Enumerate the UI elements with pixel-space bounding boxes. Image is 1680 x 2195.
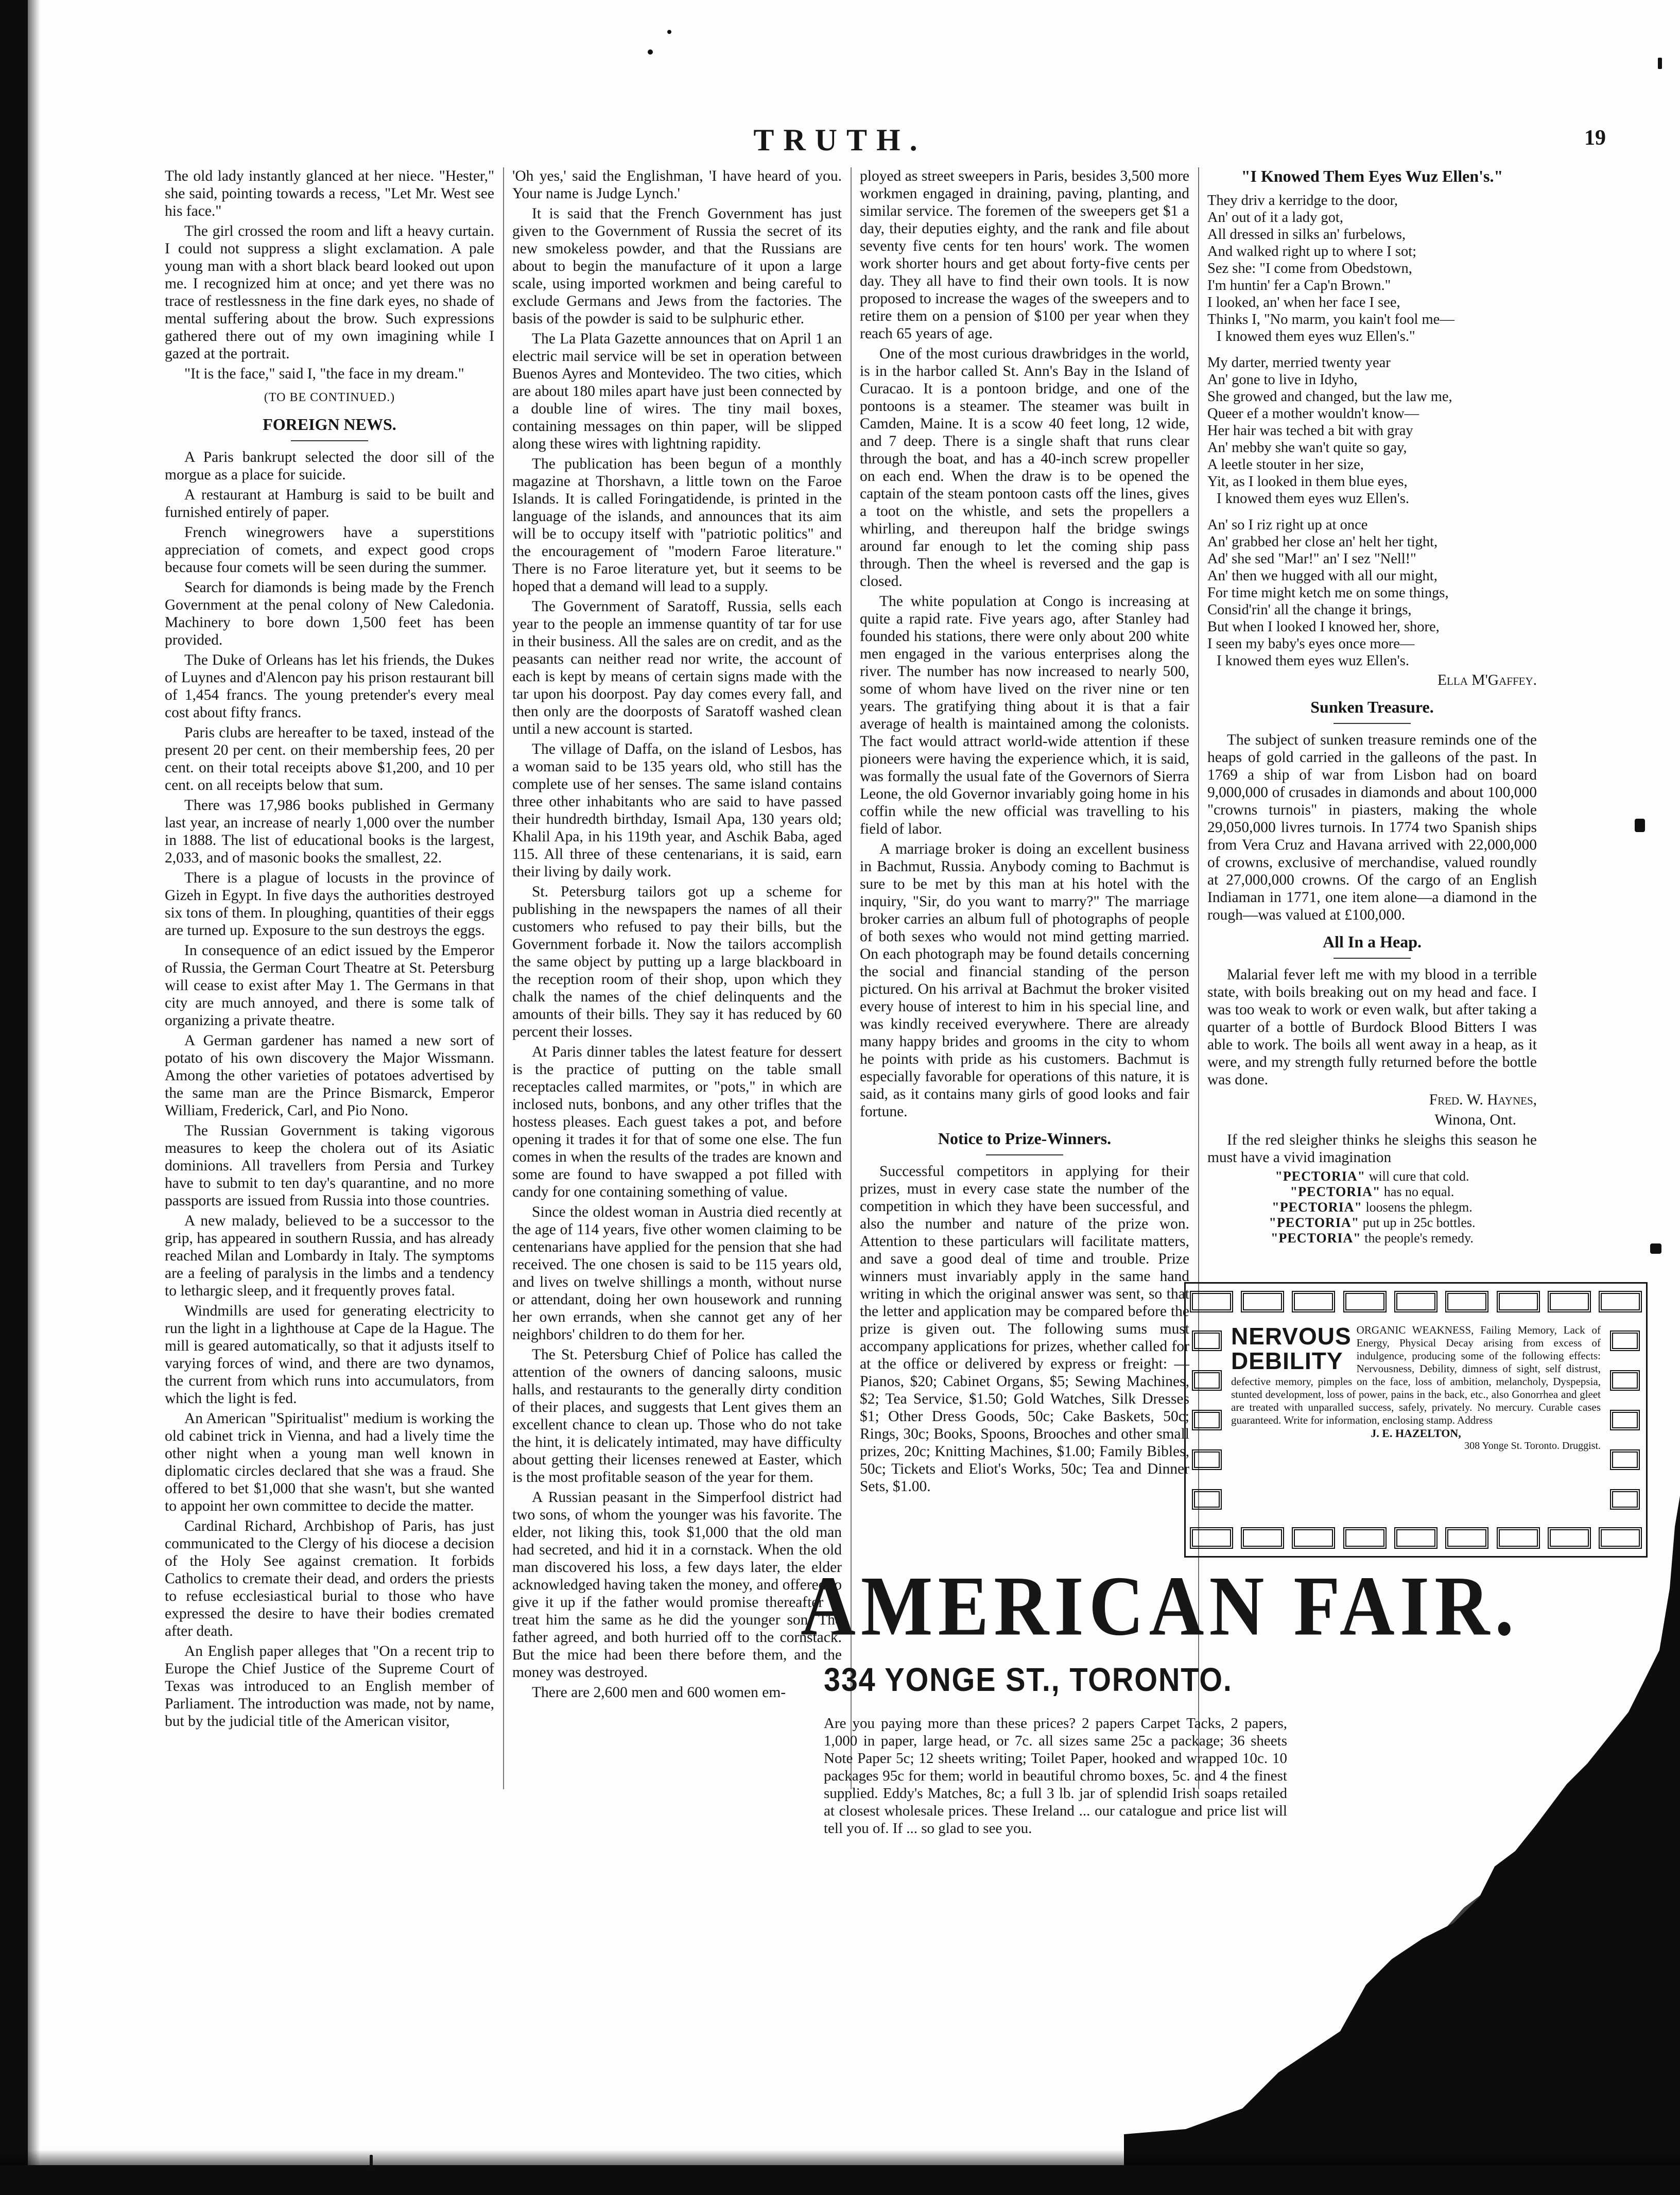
news-item: Since the oldest woman in Austria died recently at the age of 114 years, five other women claiming to be centenarians have applied for the pension that she had received. The one chosen is said to be 115 years old, and lives on twelve shillings a month, without nurse or attendant, doing her own housework and running her own errands, when she cannot get any of her neighbors' children to do them for her. — [512, 1204, 842, 1343]
ad-fragment-letter: W — [1503, 1762, 1550, 1813]
poem-line: Thinks I, "No marm, you kain't fool me— — [1207, 312, 1454, 327]
news-item: An American "Spiritualist" medium is working the old cabinet trick in Vienna, and had a lively time the other night when a young man well known in diplomatic circles declared that she was a fraud. She offered to bet $1,000 that she wasn't, but she wanted to appoint her own committee to decide the matter. — [165, 1410, 494, 1514]
scan-speck — [370, 2155, 373, 2167]
scan-speck — [1658, 58, 1662, 69]
scan-edge-left — [0, 0, 28, 2195]
poem-line: Yit, as I looked in them blue eyes, — [1207, 474, 1408, 490]
all-in-a-heap-heading: All In a Heap. — [1322, 932, 1422, 951]
news-item: The St. Petersburg Chief of Police has called the attention of the owners of dancing saloons, music halls, and restaurants to the generally dirty condition of their places, and suggests that Lent gives them an excellent chance to clean up. Those who do not take the hint, it is delicately intimated, may have difficulty about getting their licenses renewed at Easter, which is the most profitable season of the year for them. — [512, 1346, 842, 1485]
news-item: There are 2,600 men and 600 women em- — [532, 1684, 786, 1701]
news-item: 'Oh yes,' said the Englishman, 'I have heard of you. Your name is Judge Lynch.' — [512, 168, 842, 202]
poem-stanza — [1207, 354, 1537, 507]
poem-line: Sez she: "I come from Obedstown, — [1207, 261, 1412, 276]
notice-paragraph: Successful competitors in applying for their prizes, must in every case state the number of the competition in which they have been successful, and also the number and nature of the prize won. Attention to these particulars will facilitate matters, and save a good deal of time and trouble. Prize winners must invariably apply in the same hand writing in which the original answer was sent, so that the letter and application may be compared before the prize is given out. The following sums must accompany applications for prizes, whether called for at the office or delivered by express or freight: —Pianos, $20; Cabinet Organs, $5; Sewing Machines, $2; Tea Service, $1.50; Gold Watches, Silk Dresses $1; Other Dress Goods, 50c; Cake Baskets, 50c; Rings, 30c; Books, Spoons, Brooches and other small prizes, 20c; Knitting Machines, $1.00; Family Bibles, 50c; Tickets and Eliot's Works, 50c; Tea and Dinner Sets, $1.00. — [860, 1163, 1189, 1495]
news-item: The publication has been begun of a monthly magazine at Thorshavn, a little town on the Faroe Islands. It is called Foringatidende, is printed in the language of the islands, and announces that its aim will be to occupy itself with "patriotic politics" and the encouragement of "modern Faroe literature." There is no Faroe literature yet, but it seems to be hoped that a demand will lead to a supply. — [512, 456, 842, 595]
ad-body — [1231, 1324, 1601, 1516]
heading-rule — [1333, 958, 1411, 959]
news-item: The white population at Congo is increasing at quite a rapid rate. Five years ago, after Stanley had founded his stations, there were only about 200 white men engaged in the various enterprises along the river. The number has now increased to nearly 500, some of whom have lived on the river nine or ten years. The gratifying thing about it is that a fair average of health is maintained among the colonists. The fact would attract world-wide attention if these pioneers were having the experience which, it is said, was formally the usual fate of the Governors of Sierra Leone, the old Governor invariably going home in his coffin while the new official was travelling to his field of labor. — [860, 593, 1189, 837]
poem-line: I looked, an' when her face I see, — [1207, 295, 1400, 310]
poem-line: But when I looked I knowed her, shore, — [1207, 619, 1440, 635]
poem-line: A leetle stouter in her size, — [1207, 457, 1364, 473]
news-item: A Russian peasant in the Simperfool district had two sons, of whom the younger was his favorite. The elder, not liking this, took $1,000 that the old man had secreted, and hid it in a cornstack. When the old man discovered his loss, a few days later, the elder acknowledged having taken the money, and offered to give it up if the father would promise thereafter to treat him the same as he did the younger son. The father agreed, and both hurried off to the cornstack. But the mice had been there before them, and the money was destroyed. — [512, 1489, 842, 1681]
sunken-treasure-heading: Sunken Treasure. — [1310, 698, 1434, 716]
news-item: The La Plata Gazette announces that on April 1 an electric mail service will be set in operation between Buenos Ayres and Montevideo. The two cities, which are about 180 miles apart have just been connected by a double line of wires. The tiny mail boxes, containing messages on thin paper, will be slipped along these wires with lightning rapidity. — [512, 331, 842, 452]
poem-line: Ad' she sed "Mar!" an' I sez "Nell!" — [1207, 551, 1416, 567]
american-fair-address: 334 YONGE ST., TORONTO. — [824, 1661, 1233, 1698]
news-item: A new malady, believed to be a successor to the grip, has appeared in southern Russia, and has already reached Milan and Lombardy in Italy. The symptoms are a feeling of paralysis in the limbs and a tendency to lethargic sleep, and it frequently proves fatal. — [165, 1213, 494, 1299]
poem-line: Queer ef a mother wouldn't know— — [1207, 406, 1419, 422]
news-item: The Russian Government is taking vigorous measures to keep the cholera out of its Asiatic dominions. All travellers from Persia and Turkey have to submit to ten day's quarantine, and no more passports are issued from Russia into those countries. — [165, 1122, 494, 1209]
poem-title: "I Knowed Them Eyes Wuz Ellen's." — [1241, 167, 1503, 185]
all-in-a-heap-paragraph: Malarial fever left me with my blood in a terrible state, with boils breaking out on my head and face. I was too weak to work or even walk, but after taking a quarter of a bottle of Burdock Blood Bitters I was able to work. The boils all went away in a heap, as it were, and my strength fully returned before the bottle was done. — [1207, 966, 1537, 1088]
heading-rule — [986, 1154, 1063, 1155]
testimonial-author: Fred. W. Haynes, — [1429, 1092, 1537, 1108]
heading-rule — [1333, 723, 1411, 724]
notice-heading: Notice to Prize-Winners. — [938, 1129, 1112, 1148]
poem-line: They driv a kerridge to the door, — [1207, 193, 1398, 209]
column-rule — [503, 167, 504, 1789]
poem-line: Consid'rin' all the change it brings, — [1207, 602, 1412, 618]
to-be-continued: (TO BE CONTINUED.) — [264, 391, 395, 404]
poem-line: All dressed in silks an' furbelows, — [1207, 227, 1406, 243]
poem-line: I knowed them eyes wuz Ellen's. — [1217, 653, 1409, 669]
poem-line: I'm huntin' fer a Cap'n Brown." — [1207, 278, 1391, 293]
column-3 — [860, 167, 1189, 1498]
scan-speck — [667, 30, 671, 34]
heading-rule — [291, 440, 368, 441]
story-paragraph: The old lady instantly glanced at her niece. "Hester," she said, pointing towards a recess, "Let Mr. West see his face." — [165, 168, 494, 219]
scan-speck — [1635, 819, 1645, 832]
ad-headline: NERVOUS DEBILITY — [1231, 1323, 1352, 1374]
poem-line: An' mebby she wan't quite so gay, — [1207, 440, 1407, 456]
news-item: French winegrowers have a superstitions appreciation of comets, and expect good crops because four comets will be seen during the summer. — [165, 524, 494, 576]
news-item: There is a plague of locusts in the province of Gizeh in Egypt. In five days the authorities destroyed six tons of them. In ploughing, quantities of their eggs are turned up. Exposure to the sun destroys the eggs. — [165, 870, 494, 939]
pectoria-line: "PECTORIA" has no equal. — [1290, 1184, 1454, 1199]
news-item: ployed as street sweepers in Paris, besides 3,500 more workmen engaged in draining, paving, planting, and similar service. The foremen of the sweepers get $1 a day, their deputies eighty, and the rank and file about seventy five cents for ten hours' work. The women work shorter hours and get about forty-five cents per day. They all have to find their own tools. It is now proposed to increase the wages of the sweepers and to retire them on a pension of $100 per year when they reach 65 years of age. — [860, 168, 1189, 342]
ad-fragment-text: Ireland — [1339, 1718, 1404, 1741]
pectoria-line: "PECTORIA" will cure that cold. — [1275, 1169, 1469, 1184]
greek-key-border — [1189, 1321, 1225, 1519]
greek-key-border — [1607, 1321, 1643, 1519]
poem-line: My darter, merried twenty year — [1207, 355, 1391, 371]
poem-line: And walked right up to where I sot; — [1207, 244, 1417, 260]
poem-line: I seen my baby's eyes once more— — [1207, 636, 1415, 652]
column-4 — [1207, 167, 1537, 1257]
poem-line: I knowed them eyes wuz Ellen's. — [1217, 491, 1409, 507]
news-item: The Government of Saratoff, Russia, sells each year to the people an immense quantity of tar for use in their business. All the sales are on credit, and as the peasants can neither read nor write, the account of each is kept by means of certain signs made with the tar upon his doorpost. Pay day comes every fall, and then only are the doorposts of Saratoff washed clean until a new account is started. — [512, 598, 842, 737]
poem-line: An' then we hugged with all our might, — [1207, 568, 1437, 584]
news-item: A German gardener has named a new sort of potato of his own discovery the Major Wissmann. Among the other varieties of potatoes advertised by the same man are the Prince Bismarck, Emperor William, Frederick, Carl, and Pio Nono. — [165, 1032, 494, 1119]
poem-line: For time might ketch me on some things, — [1207, 585, 1449, 601]
page-number: 19 — [1584, 126, 1606, 150]
masthead — [28, 123, 1652, 159]
news-item: A marriage broker is doing an excellent business in Bachmut, Russia. Anybody coming to Bachmut is sure to be met by this man at his hotel with the inquiry, "Sir, do you want to marry?" The marriage broker carries an album full of photographs of people of both sexes who would not mind getting married. On each photograph may be found details concerning the social and financial standing of the person pictured. On his arrival at Bachmut the broker visited every house of interest to him in his special line, and was kindly received everywhere. There are already many happy brides and grooms in the city to whom he points with pride as his customers. Bachmut is especially favorable for operations of this nature, it is said, as it contains many girls of good looks and fair fortune. — [860, 841, 1189, 1120]
news-item: In consequence of an edict issued by the Emperor of Russia, the German Court Theatre at St. Petersburg will cease to exist after May 1. The Germans in that city are much annoyed, and there is some talk of organizing a private theatre. — [165, 942, 494, 1029]
poem-line: Her hair was teched a bit with gray — [1207, 423, 1413, 439]
poem-line: An' so I riz right up at once — [1207, 517, 1368, 533]
pectoria-line: "PECTORIA" the people's remedy. — [1271, 1231, 1474, 1246]
news-item: There was 17,986 books published in Germany last year, an increase of nearly 1,000 over the number in 1888. The list of educational books is the largest, 2,033, and of masonic books the smallest, 22. — [165, 797, 494, 866]
poem-line: An' grabbed her close an' helt her tight, — [1207, 534, 1438, 550]
scan-speck — [1650, 1243, 1661, 1254]
testimonial-place: Winona, Ont. — [1434, 1112, 1516, 1128]
news-item: The Duke of Orleans has let his friends, the Dukes of Luynes and d'Alencon pay his prison restaurant bill of 1,454 francs. The young pretender's every meal cost about fifty francs. — [165, 652, 494, 721]
ad-signature: J. E. HAZELTON, — [1371, 1427, 1461, 1440]
poem-line: An' gone to live in Idyho, — [1207, 372, 1358, 388]
sleigher-paragraph: If the red sleigher thinks he sleighs this season he must have a vivid imagination — [1207, 1132, 1537, 1166]
poem-stanza — [1207, 516, 1537, 669]
torn-corner — [1124, 1496, 1680, 2165]
ad-address: 308 Yonge St. Toronto. Druggist. — [1464, 1440, 1601, 1451]
poem-line: She growed and changed, but the law me, — [1207, 389, 1452, 405]
american-fair-body: Are you paying more than these prices? 2 papers Carpet Tacks, 2 papers, 1,000 in paper, large head, or 7c. all sizes same 25c a package; 36 sheets Note Paper 5c; 12 sheets writing; Toilet Paper, hooked and wrapped 10c. 10 packages 95c for them; world in beautiful chromo boxes, 5c. and 4 the finest supplied. Eddy's Matches, 8c; a full 3 lb. jar of splendid Irish soaps retailed at closest wholesale prices. These Ireland ... our catalogue and price list will tell you of. If ... so glad to see you. — [824, 1715, 1287, 1837]
story-paragraph: The girl crossed the room and lift a heavy curtain. I could not suppress a slight exclamation. A pale young man with a short black beard looked out upon me. I recognized him at once; and yet there was no trace of restlessness in the fine dark eyes, no shade of mental suffering about the brow. Such expressions gathered there out of my own imagining while I gazed at the portrait. — [165, 223, 494, 362]
column-rule — [851, 167, 852, 1789]
poem-line: I knowed them eyes wuz Ellen's." — [1217, 329, 1415, 344]
pectoria-line: "PECTORIA" loosens the phlegm. — [1272, 1200, 1473, 1215]
story-paragraph: "It is the face," said I, "the face in my dream." — [184, 366, 464, 382]
poem-stanza — [1207, 192, 1537, 345]
poem-author: Ella M'Gaffey. — [1437, 672, 1537, 688]
news-item: One of the most curious drawbridges in the world, is in the harbor called St. Ann's Bay in the Island of Curacao. It is a pontoon bridge, and one of the pontoons is a steamer. The steamer was built in Camden, Maine. It is a scow 40 feet long, 12 wide, and 7 deep. There is a single shaft that runs clear through the boat, and has a 40-inch screw propeller on each end. When the draw is to be opened the captain of the steam pontoon casts off the lines, gives a toot on the whistle, and sets the propellers a whirling, and thereupon half the bridge swings around far enough to let the coming ship pass through. Then the wheel is reversed and the gap is closed. — [860, 345, 1189, 590]
news-item: Paris clubs are hereafter to be taxed, instead of the present 20 per cent. on their membership fees, 20 per cent. on their total receipts above $1,200, and 10 per cent. on all receipts below that sum. — [165, 724, 494, 793]
column-2 — [512, 167, 842, 1704]
news-item: A restaurant at Hamburg is said to be built and furnished entirely of paper. — [165, 487, 494, 521]
news-item: Cardinal Richard, Archbishop of Paris, has just communicated to the Clergy of his diocese a decision of the Holy See against cremation. It forbids Catholics to cremate their dead, and orders the priests to refuse ecclesiastical burial to those who have expressed the desire to have their bodies cremated after death. — [165, 1518, 494, 1639]
sunken-treasure-paragraph: The subject of sunken treasure reminds one of the heaps of gold carried in the galleons of the past. In 1769 a ship of war from Lisbon had on board 9,000,000 of crusades in diamonds and about 100,000 "crowns turnois" in piasters, making the whole 29,050,000 livres turnois. In 1774 two Spanish ships from Vera Cruz and Havana arrived with 22,000,000 of crowns, exclusive of merchandise, valued roundly at 27,000,000 crowns. Of the cargo of an English Indiaman in 1771, one item alone—a diamond in the rough—was valued at £100,000. — [1207, 732, 1537, 923]
news-item: A Paris bankrupt selected the door sill of the morgue as a place for suicide. — [165, 449, 494, 483]
scan-speck — [648, 49, 653, 55]
pectoria-ad — [1207, 1169, 1537, 1246]
news-item: St. Petersburg tailors got up a scheme for publishing in the newspapers the names of all their customers who refused to pay their bills, but the Government forbade it. Now the tailors accomplish the same object by putting up a large blackboard in the reception room of their shop, upon which they chalk the names of the chief delinquents and the amounts of their bills. They say it has reduced by 60 percent their losses. — [512, 884, 842, 1040]
scan-edge-bottom — [0, 2165, 1680, 2195]
poem-line: An' out of it a lady got, — [1207, 210, 1343, 226]
pectoria-line: "PECTORIA" put up in 25c bottles. — [1269, 1215, 1476, 1230]
american-fair-title: AMERICAN FAIR. — [801, 1559, 1519, 1654]
foreign-news-heading: FOREIGN NEWS. — [263, 415, 396, 434]
column-1 — [165, 167, 494, 1733]
ad-text: ORGANIC WEAKNESS, Failing Memory, Lack of Energy, Physical Decay arising from excess of indulgence, producing some of the following effects: Nervousness, Debility, dimness of sight, self distrust, defective memory, pimples on the face, loss of ambition, melancholy, Dyspepsia, stunted development, loss of power, pains in the back, etc., also Gonorrhea and gleet are treated with unparalled success, safely, privately. No mercury. Curable cases guaranteed. Write for information, enclosing stamp. Address — [1231, 1324, 1601, 1426]
news-item: Windmills are used for generating electricity to run the light in a lighthouse at Cape de la Hague. The mill is geared automatically, so that it adjusts itself to varying forces of wind, and there are two dynamos, the current from which runs into accumulators, from which the light is fed. — [165, 1303, 494, 1407]
news-item: At Paris dinner tables the latest feature for dessert is the practice of putting on the table small receptacles called marmites, or "pots," in which are inclosed nuts, bonbons, and any other trifles that the hostess pleases. Each guest takes a pot, and before opening it trades it for that of some one else. The fun comes in when the results of the trades are known and some are found to have swapped a pot filled with candy for one containing something of value. — [512, 1044, 842, 1200]
masthead-title: TRUTH. — [753, 123, 927, 157]
news-item: It is said that the French Government has just given to the Government of Russia the secret of its new smokeless powder, and that the Russians are about to begin the manufacture of it upon a large scale, using imported workmen and being careful to exclude Germans and Jews from the factories. The basis of the powder is said to be sulphuric ether. — [512, 205, 842, 327]
news-item: An English paper alleges that "On a recent trip to Europe the Chief Justice of the Supreme Court of Texas was introduced to an English member of Parliament. The introduction was made, not by name, but by the judicial title of the American visitor, — [165, 1643, 494, 1730]
news-item: The village of Daffa, on the island of Lesbos, has a woman said to be 135 years old, who still has the complete use of her senses. The same island contains three other inhabitants who are said to have passed their hundredth birthday, Ismail Apa, 130 years old; Khalil Apa, in his 119th year, and Aschik Baba, aged 115. All three of these centenarians, it is said, earn their living by daily work. — [512, 741, 842, 880]
greek-key-border — [1186, 1287, 1646, 1317]
news-item: Search for diamonds is being made by the French Government at the penal colony of New Caledonia. Machinery to bore down 1,500 feet has been provided. — [165, 579, 494, 648]
